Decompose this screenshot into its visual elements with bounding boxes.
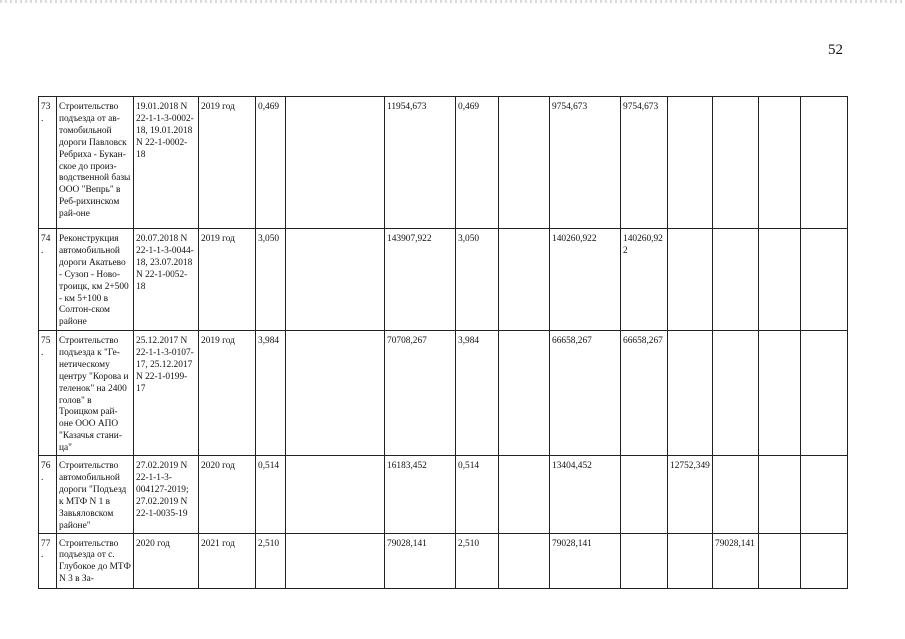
- financing-2021: [713, 97, 759, 229]
- table-row: [39, 533, 848, 588]
- financing-2020: [668, 331, 713, 456]
- road-objects-table: [38, 96, 848, 589]
- empty-cell: [499, 229, 550, 331]
- commissioning-year: 2019 год: [199, 229, 256, 331]
- length-km-2: 3,984: [456, 331, 499, 456]
- page-number: 52: [828, 42, 843, 58]
- object-name: Строительство подъезда от с. Глубокое до МТФ N 3 в За-: [57, 533, 134, 588]
- table-row: [39, 229, 848, 331]
- financing-2019: 140260,922: [621, 229, 668, 331]
- empty-cell: [759, 456, 801, 533]
- financing-2021: [713, 331, 759, 456]
- financing-2020: [668, 97, 713, 229]
- length-km: 0,469: [256, 97, 286, 229]
- row-number: 74 .: [39, 229, 57, 331]
- object-name: Строительство автомобильной дороги "Подъезд к МТФ N 1 в Завьяловском районе": [57, 456, 134, 533]
- empty-cell: [801, 331, 848, 456]
- financing-2020: [668, 533, 713, 588]
- commissioning-year: 2019 год: [199, 97, 256, 229]
- empty-cell: [759, 533, 801, 588]
- empty-cell: [499, 456, 550, 533]
- financing-total: 79028,141: [550, 533, 621, 588]
- length-km-2: 0,514: [456, 456, 499, 533]
- empty-cell: [499, 533, 550, 588]
- estimated-cost: 16183,452: [385, 456, 456, 533]
- financing-total: 140260,922: [550, 229, 621, 331]
- financing-2019: 66658,267: [621, 331, 668, 456]
- expertise-conclusion: 20.07.2018 N 22-1-1-3-0044-18, 23.07.2018 N 22-1-0052-18: [134, 229, 199, 331]
- empty-cell: [286, 533, 385, 588]
- financing-2019: [621, 456, 668, 533]
- row-number: 77 .: [39, 533, 57, 588]
- empty-cell: [499, 97, 550, 229]
- expertise-conclusion: 25.12.2017 N 22-1-1-3-0107-17, 25.12.2017 N 22-1-0199-17: [134, 331, 199, 456]
- empty-cell: [286, 229, 385, 331]
- expertise-conclusion: 27.02.2019 N 22-1-1-3-004127-2019; 27.02.2019 N 22-1-0035-19: [134, 456, 199, 533]
- financing-2021: [713, 456, 759, 533]
- financing-total: 66658,267: [550, 331, 621, 456]
- empty-cell: [801, 229, 848, 331]
- financing-total: 9754,673: [550, 97, 621, 229]
- estimated-cost: 79028,141: [385, 533, 456, 588]
- empty-cell: [759, 229, 801, 331]
- empty-cell: [499, 331, 550, 456]
- table-row: [39, 97, 848, 229]
- financing-2021: [713, 229, 759, 331]
- commissioning-year: 2020 год: [199, 456, 256, 533]
- estimated-cost: 143907,922: [385, 229, 456, 331]
- financing-2020: 12752,349: [668, 456, 713, 533]
- object-name: Строительство подъезда к "Ге-нетическому центру "Корова и теленок" на 2400 голов" в Троицком рай-оне ООО АПО "Казачья стани-ца": [57, 331, 134, 456]
- expertise-conclusion: 2020 год: [134, 533, 199, 588]
- length-km-2: 3,050: [456, 229, 499, 331]
- scan-edge-artifact: [0, 0, 905, 3]
- commissioning-year: 2019 год: [199, 331, 256, 456]
- empty-cell: [286, 456, 385, 533]
- financing-2019: 9754,673: [621, 97, 668, 229]
- row-number: 76 .: [39, 456, 57, 533]
- length-km-2: 2,510: [456, 533, 499, 588]
- financing-2020: [668, 229, 713, 331]
- empty-cell: [801, 97, 848, 229]
- length-km: 0,514: [256, 456, 286, 533]
- object-name: Реконструкция автомобильной дороги Акатьево - Сузоп - Ново-троицк, км 2+500 - км 5+100 в Солтон-ском районе: [57, 229, 134, 331]
- financing-total: 13404,452: [550, 456, 621, 533]
- length-km-2: 0,469: [456, 97, 499, 229]
- table-row: [39, 456, 848, 533]
- length-km: 3,050: [256, 229, 286, 331]
- commissioning-year: 2021 год: [199, 533, 256, 588]
- empty-cell: [801, 533, 848, 588]
- empty-cell: [759, 331, 801, 456]
- object-name: Строительство подъезда от ав-томобильной дороги Павловск Ребриха - Букан-ское до произ-водственной базы ООО "Вепрь" в Реб-рихинском рай-оне: [57, 97, 134, 229]
- empty-cell: [286, 97, 385, 229]
- row-number: 75 .: [39, 331, 57, 456]
- empty-cell: [286, 331, 385, 456]
- expertise-conclusion: 19.01.2018 N 22-1-1-3-0002-18, 19.01.2018 N 22-1-0002-18: [134, 97, 199, 229]
- table-row: [39, 331, 848, 456]
- financing-2021: 79028,141: [713, 533, 759, 588]
- row-number: 73 .: [39, 97, 57, 229]
- estimated-cost: 70708,267: [385, 331, 456, 456]
- empty-cell: [759, 97, 801, 229]
- financing-2019: [621, 533, 668, 588]
- estimated-cost: 11954,673: [385, 97, 456, 229]
- empty-cell: [801, 456, 848, 533]
- length-km: 3,984: [256, 331, 286, 456]
- length-km: 2,510: [256, 533, 286, 588]
